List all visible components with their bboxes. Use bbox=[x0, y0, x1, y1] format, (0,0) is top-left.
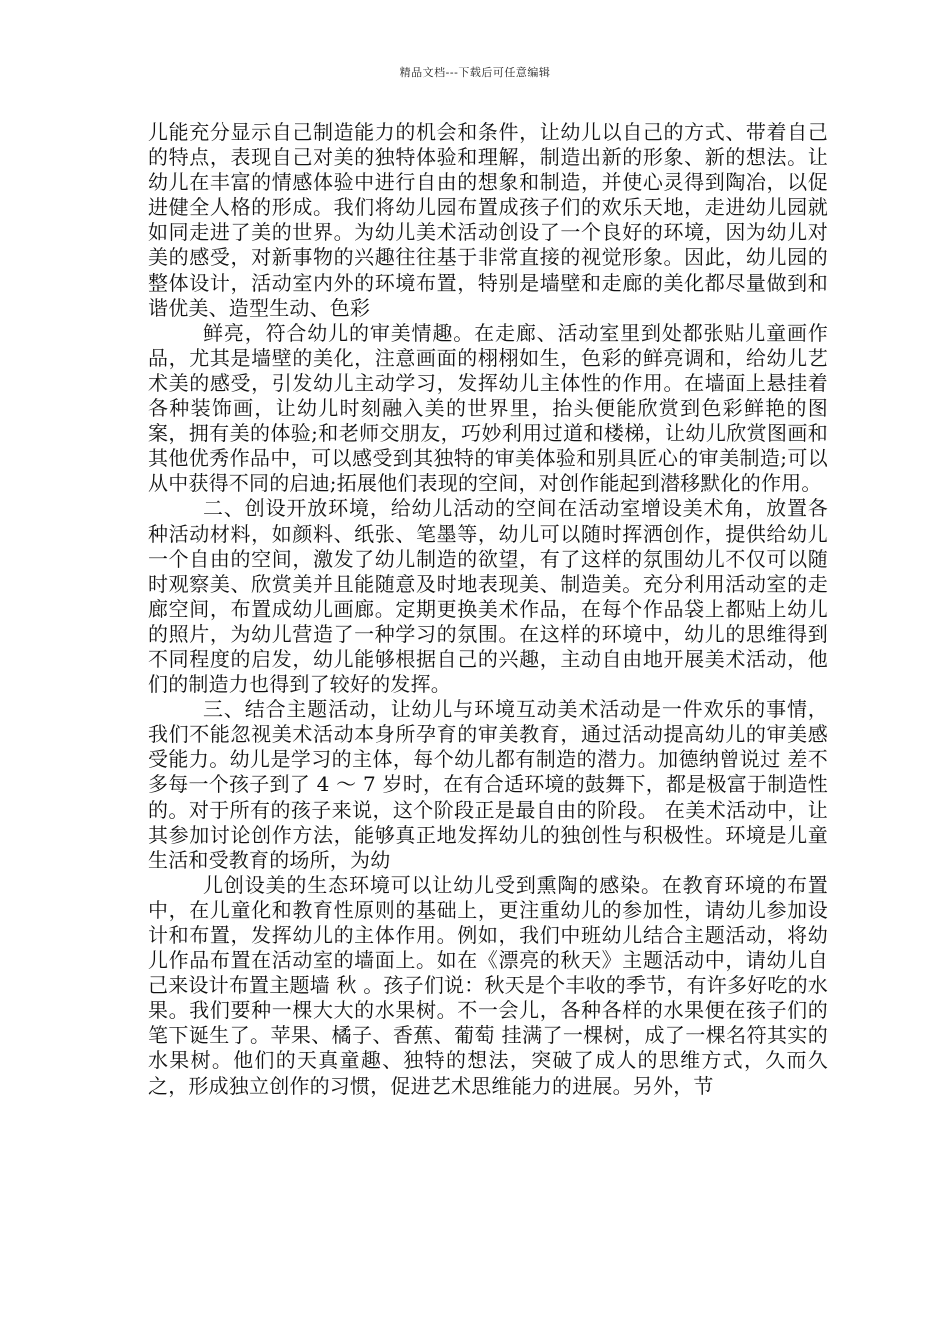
paragraph-5: 儿创设美的生态环境可以让幼儿受到熏陶的感染。在教育环境的布置中，在儿童化和教育性原则的基础上，更注重幼儿的参加性，请幼儿参加设计和布置，发挥幼儿的主体作用。例如，我们中班幼儿结合主题活动，将幼儿作品布置在活动室的墙面上。如在《漂亮的秋天》主题活动中，请幼儿自己来设计布置主题墙 秋 。孩子们说：秋天是个丰收的季节，有许多好吃的水果。我们要种一棵大大的水果树。不一会儿，各种各样的水果便在孩子们的笔下诞生了。苹果、橘子、香蕉、葡萄 挂满了一棵树，成了一棵名符其实的水果树。他们的天真童趣、独特的想法，突破了成人的思维方式，久而久之，形成独立创作的习惯，促进艺术思维能力的进展。另外，节 bbox=[148, 872, 828, 1098]
paragraph-1: 儿能充分显示自己制造能力的机会和条件，让幼儿以自己的方式、带着自己的特点，表现自己对美的独特体验和理解，制造出新的形象、新的想法。让幼儿在丰富的情感体验中进行自由的想象和制造，并使心灵得到陶冶，以促进健全人格的形成。我们将幼儿园布置成孩子们的欢乐天地，走进幼儿园就如同走进了美的世界。为幼儿美术活动创设了一个良好的环境，因为幼儿对美的感受，对新事物的兴趣往往基于非常直接的视觉形象。因此，幼儿园的整体设计，活动室内外的环境布置，特别是墙壁和走廊的美化都尽量做到和谐优美、造型生动、色彩 bbox=[148, 120, 828, 320]
paragraph-4: 三、结合主题活动，让幼儿与环境互动美术活动是一件欢乐的事情，我们不能忽视美术活动本身所孕育的审美教育，通过活动提高幼儿的审美感受能力。幼儿是学习的主体，每个幼儿都有制造的潜力。加德纳曾说过 差不多每一个孩子到了 4 ～ 7 岁时，在有合适环境的鼓舞下，都是极富于制造性的。对于所有的孩子来说，这个阶段正是最自由的阶段。 在美术活动中，让其参加讨论创作方法，能够真正地发挥幼儿的独创性与积极性。环境是儿童生活和受教育的场所，为幼 bbox=[148, 697, 828, 872]
paragraph-3: 二、创设开放环境，给幼儿活动的空间在活动室增设美术角，放置各种活动材料，如颜料、纸张、笔墨等，幼儿可以随时挥洒创作，提供给幼儿一个自由的空间，激发了幼儿制造的欲望，有了这样的氛围幼儿不仅可以随时观察美、欣赏美并且能随意及时地表现美、制造美。充分利用活动室的走廊空间，布置成幼儿画廊。定期更换美术作品，在每个作品袋上都贴上幼儿的照片，为幼儿营造了一种学习的氛围。在这样的环境中，幼儿的思维得到不同程度的启发，幼儿能够根据自己的兴趣，主动自由地开展美术活动，他们的制造力也得到了较好的发挥。 bbox=[148, 496, 828, 697]
paragraph-2: 鲜亮，符合幼儿的审美情趣。在走廊、活动室里到处都张贴儿童画作品，尤其是墙壁的美化，注意画面的栩栩如生，色彩的鲜亮调和，给幼儿艺术美的感受，引发幼儿主动学习，发挥幼儿主体性的作用。在墙面上悬挂着各种装饰画，让幼儿时刻融入美的世界里，抬头便能欣赏到色彩鲜艳的图案，拥有美的体验;和老师交朋友，巧妙利用过道和楼梯，让幼儿欣赏图画和其他优秀作品中，可以感受到其独特的审美体验和别具匠心的审美制造;可以从中获得不同的启迪;拓展他们表现的空间，对创作能起到潜移默化的作用。 bbox=[148, 320, 828, 496]
document-body bbox=[148, 120, 828, 1099]
page-header: 精品文档---下载后可任意编辑 bbox=[399, 66, 551, 79]
